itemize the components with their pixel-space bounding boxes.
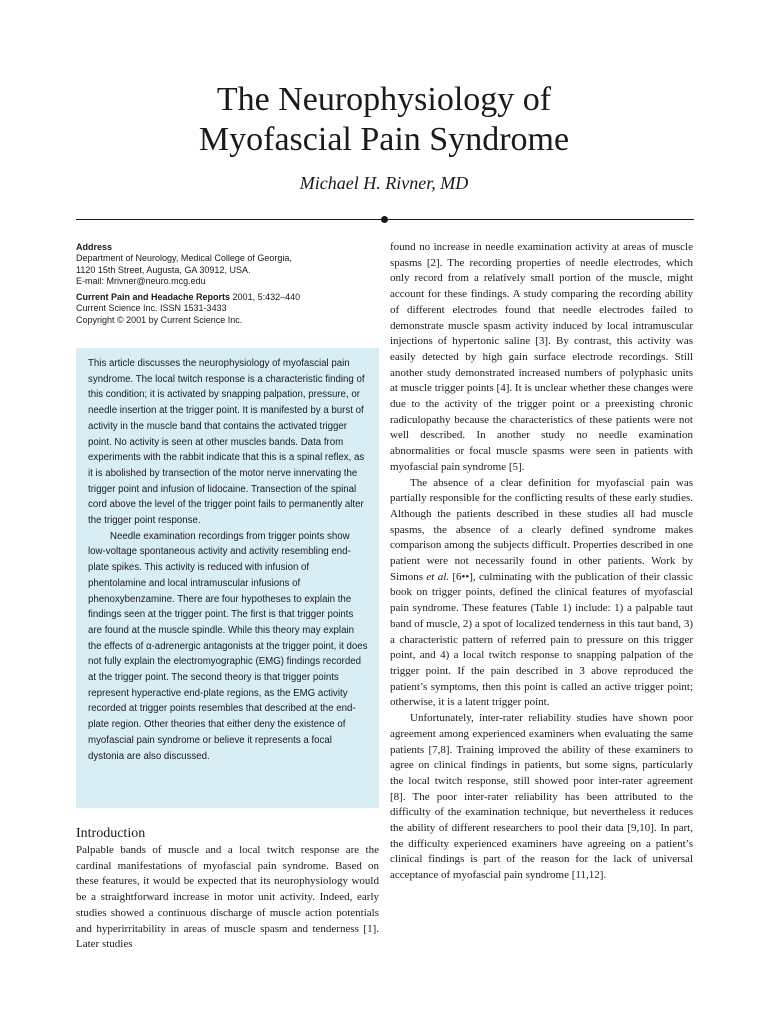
introduction-paragraph-1: Palpable bands of muscle and a local twitch response are the cardinal manifestations of myofascial pain syndrome. Based on these features, it would be expected that its neurophysiology would be a straightforward increase in motor unit activity. Indeed, early studies showed a continuous discharge of muscle action potentials and hyperirritability in areas of muscle spasm and tenderness [1]. Later studies	[76, 844, 379, 951]
right-column-paragraph-2	[390, 476, 693, 712]
journal-name: Current Pain and Headache Reports	[76, 292, 231, 303]
journal-citation: 2001, 5:432–440	[230, 292, 301, 303]
address-label: Address	[76, 242, 113, 252]
abstract-paragraph-1: This article discusses the neurophysiology of myofascial pain syndrome. The local twitch response is a characteristic finding of this condition; it is activated by snapping palpation, pressure, or needle insertion at the trigger point. It is manifested by a burst of activity in the muscle band that contains the activated trigger point. No activity is seen at other muscles bands. Data from experiments with the rabbit indicate that this is a spinal reflex, as it is abolished by transection of the motor nerve innervating the trigger point and infusion of lidocaine. Transection of the spinal cord above the level of the trigger point fails to permanently alter the trigger point response.	[88, 358, 365, 527]
article-title-line-1: The Neurophysiology of	[216, 81, 552, 118]
right-column-paragraph-1: found no increase in needle examination activity at areas of muscle spasms [2]. The recording properties of needle electrodes, which only record from a relatively small portion of the muscle, might account for these findings. A study comparing the recording ability of different electrodes found that needle electrodes failed to demonstrate muscle spasm activity induced by local intramuscular injections of hypertonic saline [3]. By contrast, this activity was easily detected by high gain surface electrode recordings. Still another study demonstrated increased numbers of polyphasic units at muscle trigger points [4]. It is unclear whether these changes were due to the activity of the trigger point or a preexisting chronic radiculopathy because the characteristics of these patients were not well described. In another study no needle examination abnormalities or focal muscle spasms were seen in patients with myofascial pain syndrome [5].	[390, 241, 693, 473]
article-title	[0, 80, 768, 160]
paragraph-2-end: [6••], culminating with the publication of their classic book on trigger points, defined the clinical features of myofascial pain syndrome. These features (Table 1) include: 1) a palpable taut band of muscle, 2) a spot of localized tenderness in this taut band, 3) a characteristic pattern of referred pain to pressure on this trigger point, and 4) a local twitch response to snapping palpation of the trigger point. If the pain described in 3 above reproduced the patient’s symptoms, then this point is called an active trigger point; otherwise, it is a latent trigger point.	[390, 570, 693, 709]
address-block	[76, 242, 376, 326]
address-email: E-mail: Mrivner@neuro.mcg.edu	[76, 275, 206, 286]
paragraph-2-et-al: et al.	[426, 570, 450, 583]
right-column-body	[390, 240, 693, 884]
abstract-box	[76, 348, 379, 808]
introduction-heading: Introduction	[76, 826, 146, 841]
copyright-notice: Copyright © 2001 by Current Science Inc.	[76, 314, 243, 325]
abstract-paragraph-2: Needle examination recordings from trigger points show low-voltage spontaneous activity and activity resembling end-plate spikes. This activity is reduced with infusion of phentolamine and local intramuscular infusions of phenoxybenzamine. There are four hypotheses to explain the findings seen at the trigger point. The first is that trigger points are found at the muscle spindle. While this theory may explain the effects of α-adrenergic antagonists at the trigger point, it does not fully explain the electromyographic (EMG) findings recorded at the trigger point. The second theory is that trigger points represent hyperactive end-plate regions, as the EMG activity recorded at trigger points resembles that described at the end-plate region. Other theories that either deny the existence of myofascial pain syndrome or believe it represents a focal dystonia are also discussed.	[88, 530, 368, 762]
journal-citation-line	[76, 292, 376, 303]
divider-dot-ornament	[381, 216, 388, 223]
article-title-line-2: Myofascial Pain Syndrome	[198, 121, 570, 158]
address-street: 1120 15th Street, Augusta, GA 30912, USA.	[76, 264, 251, 275]
publisher-issn: Current Science Inc. ISSN 1531-3433	[76, 303, 227, 314]
paragraph-2-start: The absence of a clear definition for myofascial pain was partially responsible for the conflicting results of these early studies. Although the patients described in these studies all had muscle spasms, the absence of a clearly defined syndrome makes comparison among the subjects difficult. Properties described in one patient were not necessarily found in other patients. Work by Simons	[390, 476, 693, 583]
address-department: Department of Neurology, Medical College of Georgia,	[76, 253, 292, 264]
right-column-paragraph-3: Unfortunately, inter-rater reliability studies have shown poor agreement among experienced examiners when evaluating the same patients [7,8]. Training improved the ability of these examiners to agree on clinical findings in patients, but some signs, particularly the local twitch response, still showed poor inter-rater agreement [8]. The poor inter-rater reliability has been attributed to the difficulty of the examination technique, but nevertheless it reduces the ability of different researchers to pool their data [9,10]. In part, the difficulty experienced examiners have agreeing on a patient’s clinical findings is part of the reason for the lack of universal acceptance of myofascial pain syndrome [11,12].	[390, 712, 693, 882]
article-author: Michael H. Rivner, MD	[299, 173, 469, 193]
